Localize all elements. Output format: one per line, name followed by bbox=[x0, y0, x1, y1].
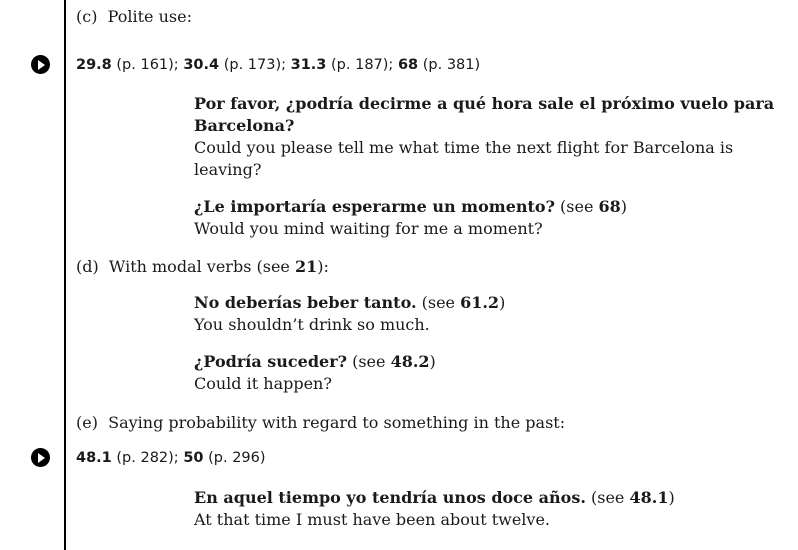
example-3 bbox=[194, 292, 780, 336]
see-text: (see bbox=[416, 293, 461, 312]
see-ref[interactable]: 68 bbox=[598, 197, 621, 216]
see-ref[interactable]: 48.2 bbox=[390, 352, 430, 371]
section-d-label: (d) bbox=[76, 257, 99, 276]
audio-ref[interactable]: 29.8 bbox=[76, 57, 112, 73]
see-ref[interactable]: 61.2 bbox=[460, 293, 500, 312]
example-english: You shouldn’t drink so much. bbox=[194, 315, 430, 334]
example-spanish: No deberías beber tanto. bbox=[194, 293, 417, 312]
section-c-text: Polite use: bbox=[107, 7, 192, 26]
section-d-ref[interactable]: 21 bbox=[294, 257, 318, 276]
section-d-text: With modal verbs (see bbox=[108, 257, 295, 276]
example-english: Could you please tell me what time the next flight for Barcelona is bbox=[194, 138, 734, 157]
see-close: ) bbox=[620, 197, 628, 216]
audio-ref-page: (p. 296) bbox=[203, 450, 266, 466]
example-english: leaving? bbox=[194, 160, 262, 179]
audio-ref[interactable]: 48.1 bbox=[76, 450, 112, 466]
audio-ref[interactable]: 50 bbox=[183, 450, 204, 466]
section-d-heading bbox=[76, 256, 329, 278]
audio-ref-page: (p. 173); bbox=[219, 57, 291, 73]
example-spanish: ¿Le importaría esperarme un momento? bbox=[194, 197, 555, 216]
audio-ref[interactable]: 30.4 bbox=[183, 57, 220, 73]
audio-ref[interactable]: 68 bbox=[397, 57, 419, 73]
section-e-heading bbox=[76, 412, 565, 434]
see-ref[interactable]: 48.1 bbox=[629, 488, 669, 507]
audio-ref-page: (p. 187); bbox=[326, 57, 398, 73]
example-spanish: Barcelona? bbox=[194, 116, 295, 135]
audio-ref-page: (p. 161); bbox=[111, 57, 184, 73]
margin-rule bbox=[64, 0, 66, 550]
section-c-label: (c) bbox=[76, 7, 98, 26]
section-e-label: (e) bbox=[76, 413, 98, 432]
see-close: ) bbox=[429, 352, 436, 371]
audio-refs-first bbox=[76, 54, 480, 76]
audio-ref[interactable]: 31.3 bbox=[290, 57, 327, 73]
see-close: ) bbox=[668, 488, 675, 507]
audio-ref-page: (p. 381) bbox=[418, 57, 481, 73]
example-1 bbox=[194, 93, 780, 181]
example-english: Could it happen? bbox=[194, 374, 332, 393]
example-2 bbox=[194, 196, 780, 240]
example-spanish: En aquel tiempo yo tendría unos doce años. bbox=[194, 488, 586, 507]
example-spanish: Por favor, ¿podría decirme a qué hora sale el próximo vuelo para bbox=[194, 94, 775, 113]
example-english: Would you mind waiting for me a moment? bbox=[194, 219, 543, 238]
example-4 bbox=[194, 351, 780, 395]
example-english: At that time I must have been about twelve. bbox=[194, 510, 551, 529]
audio-refs-second bbox=[76, 447, 266, 469]
see-text: (see bbox=[554, 197, 599, 216]
audio-ref-page: (p. 282); bbox=[111, 450, 184, 466]
section-e-text: Saying probability with regard to something in the past: bbox=[108, 413, 566, 432]
audio-play-icon[interactable] bbox=[31, 448, 50, 467]
see-close: ) bbox=[499, 293, 506, 312]
see-text: (see bbox=[347, 352, 391, 371]
section-d-close: ): bbox=[317, 257, 329, 276]
example-spanish: ¿Podría suceder? bbox=[194, 352, 348, 371]
see-text: (see bbox=[585, 488, 630, 507]
example-5 bbox=[194, 487, 780, 531]
section-c-heading bbox=[76, 6, 192, 28]
audio-play-icon[interactable] bbox=[31, 55, 50, 74]
